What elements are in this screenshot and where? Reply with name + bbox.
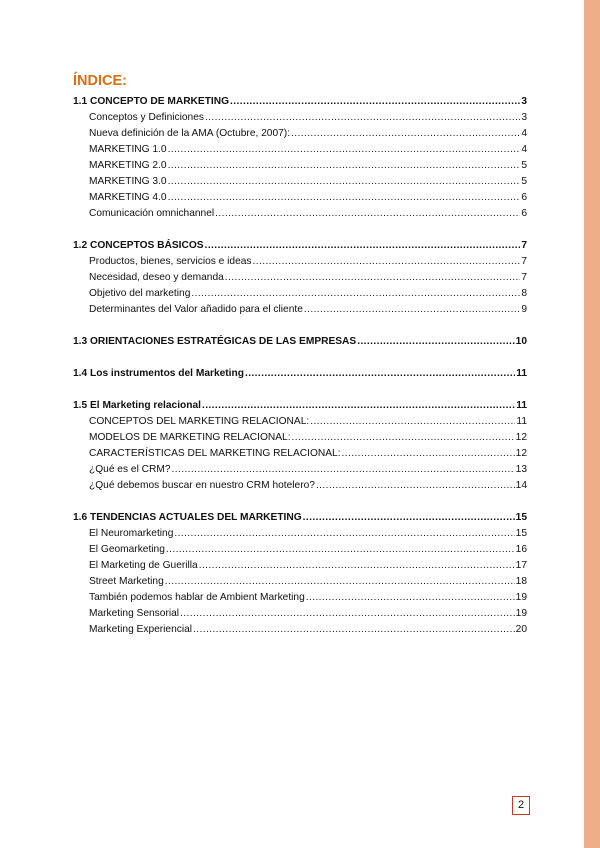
- toc-page-ref: 13: [515, 464, 527, 475]
- dot-leader: [199, 558, 515, 574]
- toc-heading-entry[interactable]: [73, 238, 527, 254]
- toc-sub-label: Determinantes del Valor añadido para el cliente: [89, 304, 303, 315]
- dot-leader: [180, 606, 515, 622]
- toc-sub-label: Objetivo del marketing: [89, 288, 191, 299]
- toc-sub-entry[interactable]: [73, 526, 527, 542]
- toc-sub-label: MODELOS DE MARKETING RELACIONAL:: [89, 432, 291, 443]
- toc-sub-entry[interactable]: [73, 190, 527, 206]
- dot-leader: [168, 190, 521, 206]
- dot-leader: [292, 430, 515, 446]
- toc-sub-label: MARKETING 2.0: [89, 160, 167, 171]
- toc-sub-entry[interactable]: [73, 286, 527, 302]
- dot-leader: [316, 478, 515, 494]
- toc-page-ref: 6: [521, 208, 527, 219]
- toc-page-ref: 3: [521, 112, 527, 123]
- toc-sub-entry[interactable]: [73, 270, 527, 286]
- dot-leader: [215, 206, 520, 222]
- toc-page-ref: 11: [516, 400, 527, 411]
- toc-heading-label: 1.1 CONCEPTO DE MARKETING: [73, 96, 230, 107]
- dot-leader: [168, 174, 521, 190]
- toc-sub-label: Necesidad, deseo y demanda: [89, 272, 224, 283]
- toc-page-ref: 3: [521, 96, 527, 107]
- toc-heading-label: 1.5 El Marketing relacional: [73, 400, 201, 411]
- toc-sub-entry[interactable]: [73, 542, 527, 558]
- toc-sub-label: El Neuromarketing: [89, 528, 174, 539]
- toc-section: [73, 238, 527, 318]
- dot-leader: [166, 542, 515, 558]
- side-color-band: [584, 0, 600, 848]
- dot-leader: [172, 462, 515, 478]
- toc-page-ref: 15: [515, 512, 527, 523]
- toc-page-ref: 17: [515, 560, 527, 571]
- toc-sub-entry[interactable]: [73, 206, 527, 222]
- toc-sub-entry[interactable]: [73, 430, 527, 446]
- toc-page-ref: 14: [515, 480, 527, 491]
- toc-sub-label: MARKETING 3.0: [89, 176, 167, 187]
- toc-sub-label: Productos, bienes, servicios e ideas: [89, 256, 252, 267]
- toc-heading-entry[interactable]: [73, 398, 527, 414]
- toc-section: [73, 366, 527, 382]
- toc-sub-entry[interactable]: [73, 110, 527, 126]
- toc-page-ref: 15: [515, 528, 527, 539]
- toc-heading-label: 1.4 Los instrumentos del Marketing: [73, 368, 244, 379]
- page-number-box: 2: [512, 796, 530, 815]
- dot-leader: [303, 510, 515, 526]
- dot-leader: [310, 414, 515, 430]
- toc-section: [73, 398, 527, 494]
- toc-page-ref: 19: [515, 592, 527, 603]
- dot-leader: [165, 574, 515, 590]
- dot-leader: [174, 526, 514, 542]
- toc-heading-label: 1.3 ORIENTACIONES ESTRATÉGICAS DE LAS EMPRESAS: [73, 336, 357, 347]
- dot-leader: [202, 398, 515, 414]
- toc-page-ref: 12: [515, 448, 527, 459]
- dot-leader: [253, 254, 521, 270]
- toc-sub-label: Conceptos y Definiciones: [89, 112, 204, 123]
- toc-page-ref: 19: [515, 608, 527, 619]
- toc-sub-label: ¿Qué debemos buscar en nuestro CRM hotelero?: [89, 480, 315, 491]
- dot-leader: [304, 302, 520, 318]
- toc-sub-entry[interactable]: [73, 302, 527, 318]
- toc-sub-label: Street Marketing: [89, 576, 164, 587]
- dot-leader: [191, 286, 520, 302]
- toc-sub-entry[interactable]: [73, 126, 527, 142]
- toc-sub-entry[interactable]: [73, 158, 527, 174]
- toc-page-ref: 6: [521, 192, 527, 203]
- toc-section: [73, 334, 527, 350]
- toc-sub-label: CONCEPTOS DEL MARKETING RELACIONAL:: [89, 416, 310, 427]
- toc-sub-label: MARKETING 1.0: [89, 144, 167, 155]
- dot-leader: [342, 446, 515, 462]
- toc-sub-entry[interactable]: [73, 622, 527, 638]
- toc-sub-label: Comunicación omnichannel: [89, 208, 215, 219]
- toc-title: ÍNDICE:: [73, 73, 127, 89]
- toc-page-ref: 9: [521, 304, 527, 315]
- dot-leader: [230, 94, 520, 110]
- toc-page-ref: 5: [521, 176, 527, 187]
- toc-heading-label: 1.6 TENDENCIAS ACTUALES DEL MARKETING: [73, 512, 302, 523]
- toc-sub-label: Marketing Sensorial: [89, 608, 180, 619]
- toc-sub-label: ¿Qué es el CRM?: [89, 464, 171, 475]
- toc-page-ref: 20: [515, 624, 527, 635]
- toc-page-ref: 4: [521, 144, 527, 155]
- toc-sub-entry[interactable]: [73, 478, 527, 494]
- toc-sub-label: El Marketing de Guerilla: [89, 560, 198, 571]
- toc-sub-label: Nueva definición de la AMA (Octubre, 2007):: [89, 128, 291, 139]
- toc-sub-label: El Geomarketing: [89, 544, 165, 555]
- toc-heading-entry[interactable]: [73, 334, 527, 350]
- toc-sub-label: MARKETING 4.0: [89, 192, 167, 203]
- toc-sub-label: También podemos hablar de Ambient Marketing: [89, 592, 305, 603]
- dot-leader: [245, 366, 515, 382]
- toc-section: [73, 510, 527, 638]
- dot-leader: [168, 142, 521, 158]
- dot-leader: [205, 238, 521, 254]
- toc-sub-label: CARACTERÍSTICAS DEL MARKETING RELACIONAL:: [89, 448, 341, 459]
- toc-heading-label: 1.2 CONCEPTOS BÁSICOS: [73, 240, 204, 251]
- toc-page-ref: 12: [515, 432, 527, 443]
- toc-page-ref: 11: [516, 368, 527, 379]
- toc-page-ref: 11: [516, 416, 527, 427]
- dot-leader: [357, 334, 514, 350]
- toc-page-ref: 7: [521, 240, 527, 251]
- toc-sub-entry[interactable]: [73, 590, 527, 606]
- dot-leader: [168, 158, 521, 174]
- toc-heading-entry[interactable]: [73, 94, 527, 110]
- dot-leader: [225, 270, 521, 286]
- toc-sub-label: Marketing Experiencial: [89, 624, 193, 635]
- toc-section: [73, 94, 527, 222]
- toc-sub-entry[interactable]: [73, 142, 527, 158]
- toc-page-ref: 5: [521, 160, 527, 171]
- dot-leader: [306, 590, 515, 606]
- toc-sub-entry[interactable]: [73, 174, 527, 190]
- dot-leader: [193, 622, 515, 638]
- toc-sub-entry[interactable]: [73, 254, 527, 270]
- toc-sub-entry[interactable]: [73, 574, 527, 590]
- toc-heading-entry[interactable]: [73, 366, 527, 382]
- toc-heading-entry[interactable]: [73, 510, 527, 526]
- toc-page-ref: 4: [521, 128, 527, 139]
- toc-sub-entry[interactable]: [73, 558, 527, 574]
- toc-sub-entry[interactable]: [73, 462, 527, 478]
- toc-page-ref: 7: [521, 272, 527, 283]
- toc-sub-entry[interactable]: [73, 414, 527, 430]
- toc-sub-entry[interactable]: [73, 446, 527, 462]
- toc-page-ref: 8: [521, 288, 527, 299]
- dot-leader: [291, 126, 520, 142]
- toc-sub-entry[interactable]: [73, 606, 527, 622]
- dot-leader: [205, 110, 520, 126]
- toc-page-ref: 18: [515, 576, 527, 587]
- table-of-contents: [73, 72, 527, 654]
- toc-page-ref: 7: [521, 256, 527, 267]
- toc-page-ref: 16: [515, 544, 527, 555]
- toc-page-ref: 10: [515, 336, 527, 347]
